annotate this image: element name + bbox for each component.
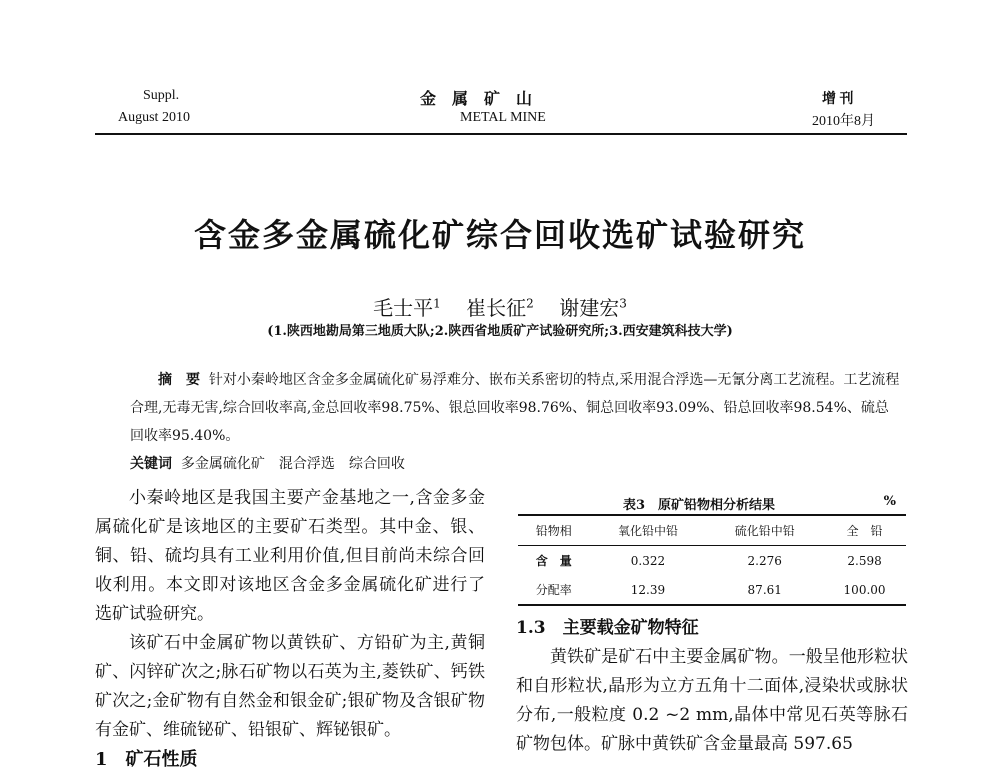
table-header: 硫化铅中铅	[734, 524, 795, 538]
affiliations: (1.陕西地勘局第三地质大队;2.陕西省地质矿产试验研究所;3.西安建筑科技大学)	[267, 324, 733, 339]
table-3	[518, 494, 906, 606]
table-row	[518, 546, 906, 576]
table-cell: 2.276	[747, 553, 782, 568]
table-caption: 表3 原矿铅物相分析结果	[623, 498, 776, 513]
table-header: 铅物相	[535, 524, 572, 538]
author-sup: 1	[433, 296, 441, 311]
author: 毛士平	[373, 296, 434, 320]
table-cell: 2.598	[847, 553, 882, 568]
table-row	[518, 575, 906, 605]
journal-date: August 2010	[118, 110, 190, 125]
section-heading: 1.3 主要载金矿物特征	[516, 618, 699, 638]
journal-suppl: Suppl.	[143, 88, 180, 103]
table-header-row	[518, 515, 906, 546]
abstract-label: 摘 要	[158, 372, 200, 388]
table-unit: %	[883, 494, 896, 509]
table-cell: 12.39	[630, 582, 666, 597]
paragraph: 小秦岭地区是我国主要产金基地之一,含金多金属硫化矿是该地区的主要矿石类型。其中金、银、铜、铅、硫均具有工业利用价值,但目前尚未综合回收利用。本文即对该地区含金多金属硫化矿进行了选矿试验研究。	[95, 488, 485, 624]
keywords-text: 多金属硫化矿 混合浮选 综合回收	[180, 456, 405, 472]
abstract	[130, 366, 900, 478]
table-cell: 87.61	[747, 582, 782, 597]
table-cell: 100.00	[843, 582, 886, 597]
issue-label: 增 刊	[822, 92, 854, 107]
paragraph: 该矿石中金属矿物以黄铁矿、方铅矿为主,黄铜矿、闪锌矿次之;脉石矿物以石英为主,菱铁矿、钙铁矿次之;金矿物有自然金和银金矿;银矿物及含银矿物有金矿、维硫铋矿、铅银矿、辉铋银矿。	[95, 633, 485, 740]
left-column	[95, 484, 485, 774]
author: 谢建宏	[559, 296, 620, 320]
journal-name-cn: 金 属 矿 山	[420, 91, 533, 108]
author-sup: 3	[619, 296, 627, 311]
authors	[0, 292, 1000, 321]
paper-title: 含金多金属硫化矿综合回收选矿试验研究	[193, 216, 806, 254]
abstract-text: 针对小秦岭地区含金多金属硫化矿易浮难分、嵌布关系密切的特点,采用混合浮选—无氰分离工艺流程。工艺流程合理,无毒无害,综合回收率高,金总回收率98.75%、银总回收率98.76%、铜总回收率93.09%、铅总回收率98.54%、硫总回收率95.40%。	[130, 372, 900, 444]
section-heading: 1 矿石性质	[95, 749, 198, 770]
author-sup: 2	[526, 296, 534, 311]
header-rule	[95, 133, 907, 135]
paragraph: 黄铁矿是矿石中主要金属矿物。一般呈他形粒状和自形粒状,晶形为立方五角十二面体,浸染状或脉状分布,一般粒度 0.2 ~2 mm,晶体中常见石英等脉石矿物包体。矿脉中黄铁矿含金量最高 597.65	[516, 647, 908, 754]
table-header: 氧化铅中铅	[617, 524, 678, 538]
keywords-label: 关键词	[130, 456, 172, 472]
journal-name-en: METAL MINE	[460, 110, 546, 125]
right-column	[516, 614, 908, 759]
table-header: 全 铅	[846, 524, 883, 538]
table-cell: 分配率	[535, 583, 572, 597]
table-cell: 0.322	[630, 553, 666, 568]
issue-date: 2010年8月	[812, 114, 875, 129]
table-cell: 含 量	[535, 554, 572, 568]
author: 崔长征	[466, 296, 527, 320]
